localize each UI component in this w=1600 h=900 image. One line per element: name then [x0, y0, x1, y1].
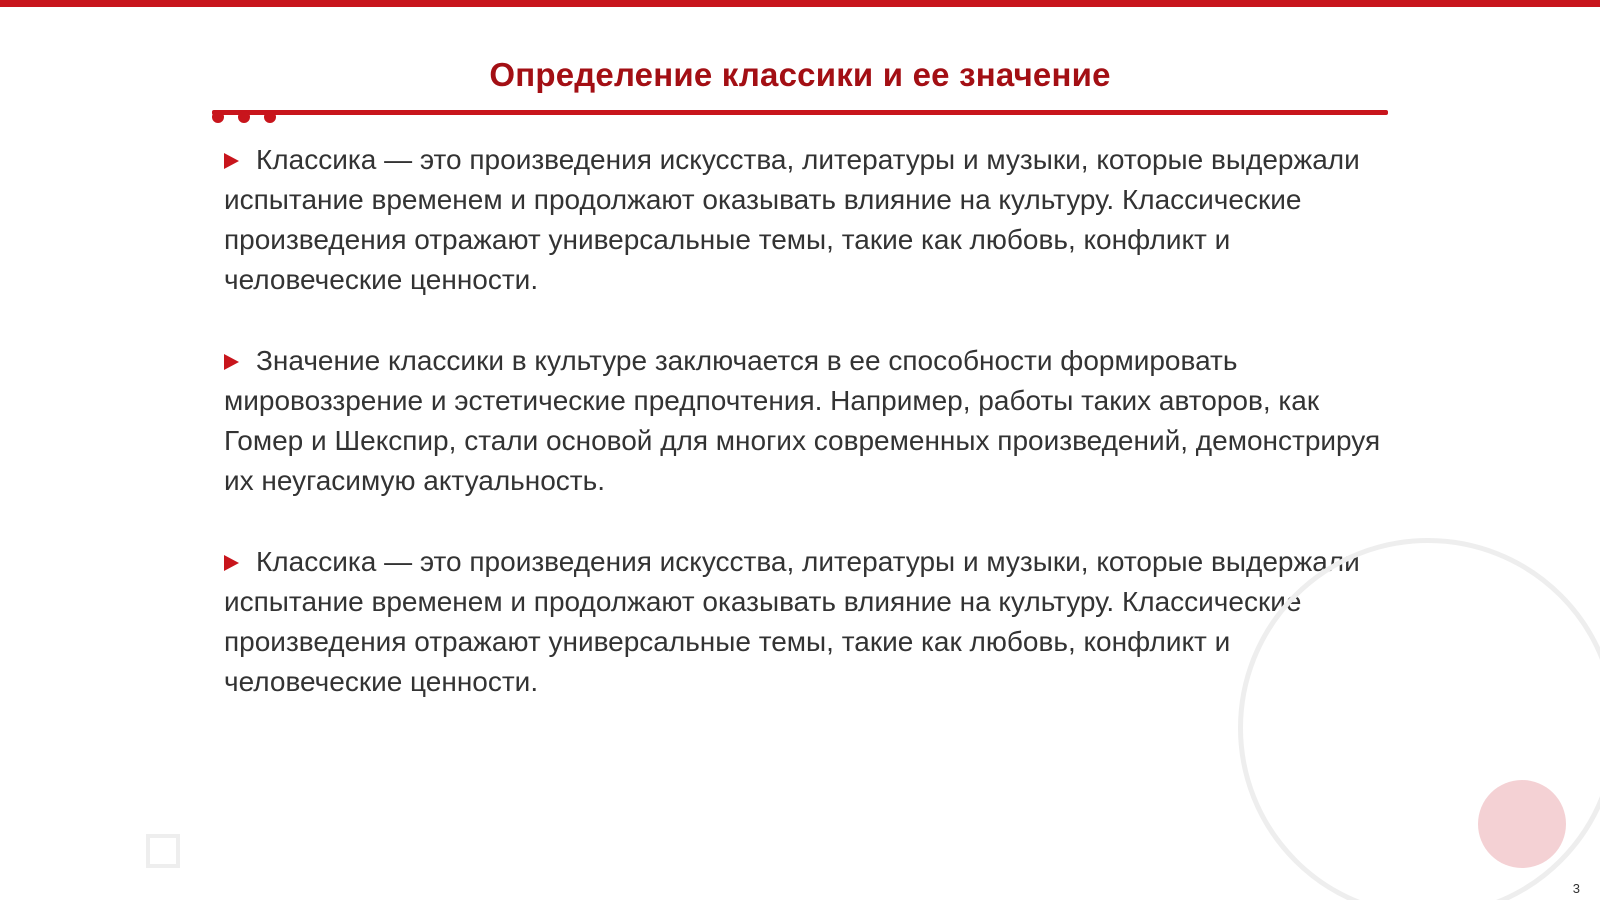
bullet-text: Значение классики в культуре заключается в ее способности формировать мировоззрение и эстетические предпочтения. Например, работы таких авторов, как Гомер и Шекспир, стали основой для многих современных произведений, демонстрируя их неугасимую актуальность.: [224, 345, 1381, 496]
decorative-dot: [212, 111, 224, 123]
bullet-arrow-icon: [224, 354, 239, 370]
page-number: 3: [1572, 881, 1580, 896]
bullet-arrow-icon: [224, 555, 239, 571]
slide-title: Определение классики и ее значение: [489, 56, 1111, 93]
decorative-dot: [238, 111, 250, 123]
bullet-item: [224, 341, 1384, 501]
bullet-item: [224, 140, 1384, 300]
bullet-text: Классика — это произведения искусства, литературы и музыки, которые выдержали испытание временем и продолжают оказывать влияние на культуру. Классические произведения отражают универсальные темы, такие как любовь, конфликт и человеческие ценности.: [224, 546, 1360, 697]
decorative-square: [146, 834, 180, 868]
bullet-text: Классика — это произведения искусства, литературы и музыки, которые выдержали испытание временем и продолжают оказывать влияние на культуру. Классические произведения отражают универсальные темы, такие как любовь, конфликт и человеческие ценности.: [224, 144, 1360, 295]
title-underline: [212, 110, 1388, 115]
bullet-list: [224, 140, 1384, 743]
top-accent-bar: [0, 0, 1600, 7]
decorative-circle: [1478, 780, 1566, 868]
decorative-dot: [264, 111, 276, 123]
bullet-arrow-icon: [224, 153, 239, 169]
bullet-item: [224, 542, 1384, 702]
